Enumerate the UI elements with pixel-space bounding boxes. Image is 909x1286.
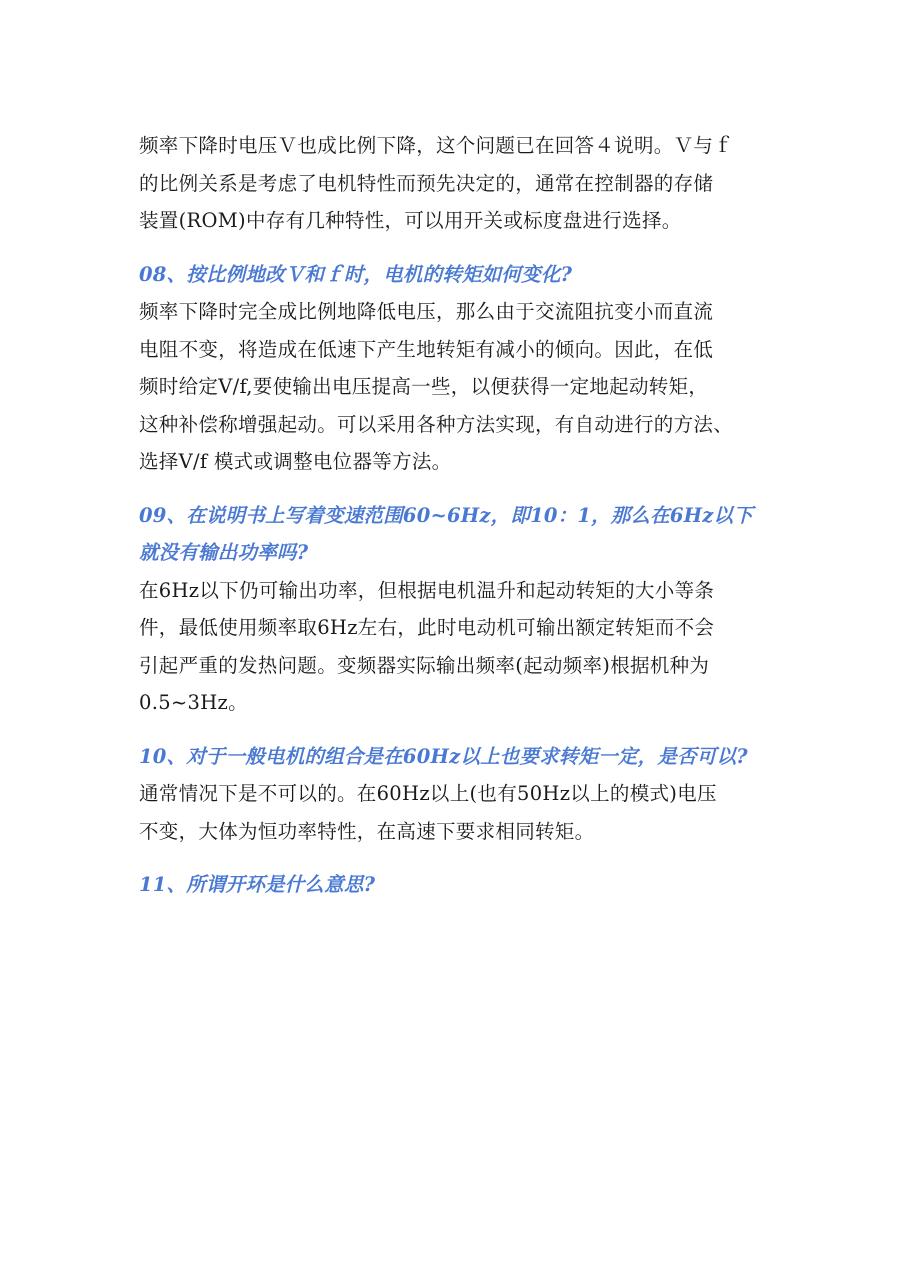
- question-line: 08、按比例地改Ｖ和ｆ时，电机的转矩如何变化?: [139, 262, 573, 286]
- text-line: 的比例关系是考虑了电机特性而预先决定的，通常在控制器的存储: [139, 171, 714, 195]
- text-line: 不变，大体为恒功率特性，在高速下要求相同转矩。: [139, 819, 595, 843]
- question-heading-09: [139, 497, 799, 572]
- question-line: 09、在说明书上写着变速范围60~6Hz，即10：1，那么在6Hz以下: [139, 503, 753, 527]
- text-line: 在6Hz以下仍可输出功率，但根据电机温升和起动转矩的大小等条: [139, 578, 715, 602]
- text-line: 件，最低使用频率取6Hz左右，此时电动机可输出额定转矩而不会: [139, 616, 715, 639]
- answer-paragraph-09: [139, 572, 799, 722]
- text-line: 选择V/f 模式或调整电位器等方法。: [139, 450, 452, 473]
- document-body: [139, 127, 799, 904]
- question-heading-08: [139, 256, 799, 294]
- answer-paragraph-10: [139, 775, 799, 850]
- question-line: 就没有输出功率吗?: [139, 541, 309, 564]
- text-line: 这种补偿称增强起动。可以采用各种方法实现，有自动进行的方法、: [139, 412, 734, 436]
- question-heading-10: [139, 738, 799, 776]
- question-line: 11、所谓开环是什么意思?: [139, 873, 376, 896]
- text-line: 频时给定V/f,要使输出电压提高一些，以便获得一定地起动转矩，: [139, 375, 709, 398]
- text-line: 装置(ROM)中存有几种特性，可以用开关或标度盘进行选择。: [139, 209, 682, 232]
- text-line: 0.5~3Hz。: [139, 691, 248, 714]
- answer-paragraph-1: [139, 127, 799, 240]
- question-heading-11: [139, 866, 799, 904]
- text-line: 通常情况下是不可以的。在60Hz以上(也有50Hz以上的模式)电压: [139, 782, 717, 805]
- text-line: 频率下降时完全成比例地降低电压，那么由于交流阻抗变小而直流: [139, 300, 714, 323]
- text-line: 频率下降时电压Ｖ也成比例下降，这个问题已在回答４说明。Ｖ与ｆ: [139, 134, 734, 157]
- text-line: 电阻不变，将造成在低速下产生地转矩有减小的倾向。因此，在低: [139, 337, 714, 361]
- answer-paragraph-08: [139, 293, 799, 481]
- question-line: 10、对于一般电机的组合是在60Hz以上也要求转矩一定，是否可以?: [139, 744, 748, 768]
- text-line: 引起严重的发热问题。变频器实际输出频率(起动频率)根据机种为: [139, 653, 710, 677]
